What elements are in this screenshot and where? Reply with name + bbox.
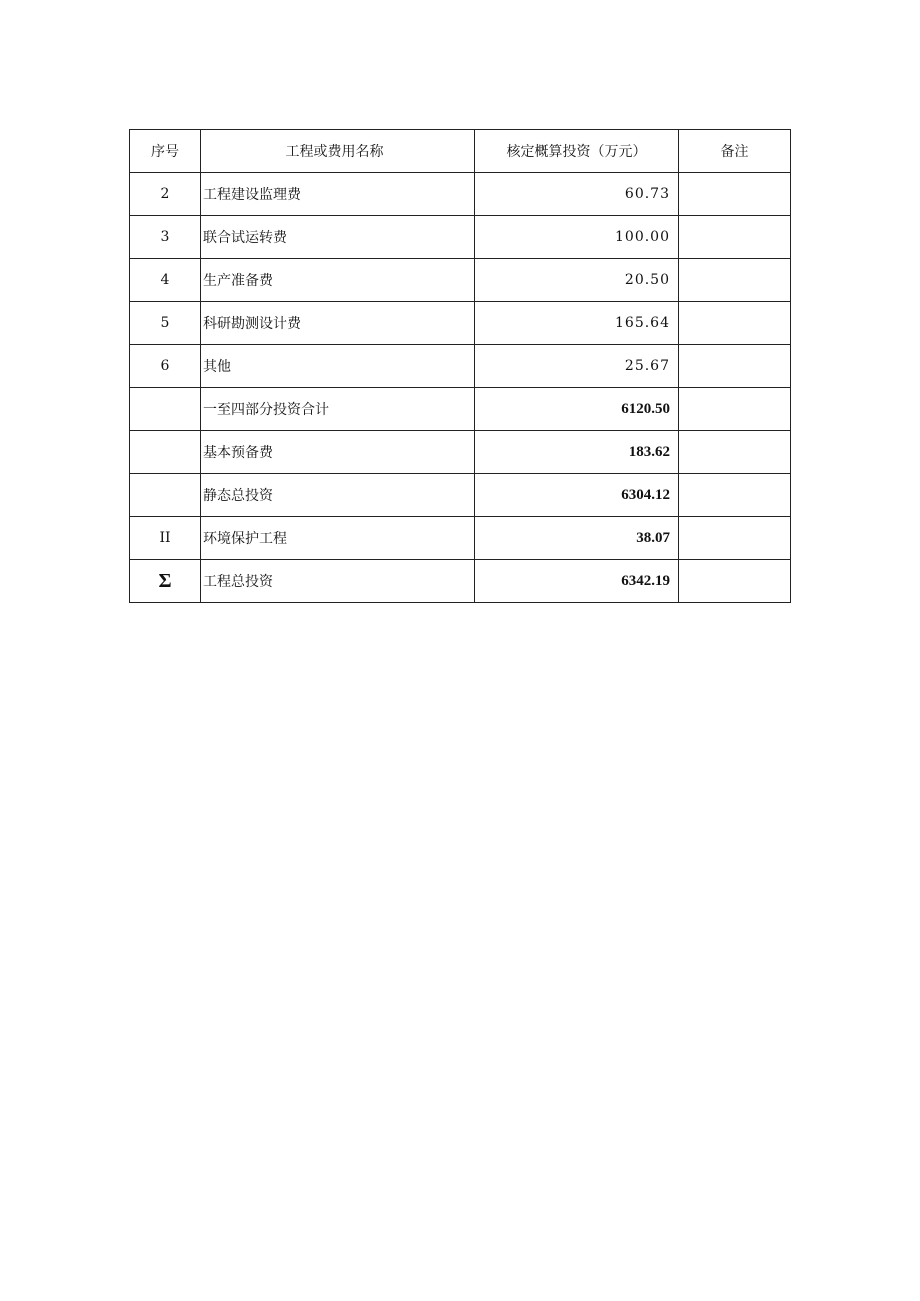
row-remark xyxy=(679,388,791,431)
row-remark xyxy=(679,259,791,302)
table-header-row xyxy=(130,130,791,173)
row-name: 工程总投资 xyxy=(201,560,475,603)
table-row xyxy=(130,345,791,388)
row-remark xyxy=(679,474,791,517)
row-name: 静态总投资 xyxy=(201,474,475,517)
table-row xyxy=(130,302,791,345)
row-no: II xyxy=(130,517,201,560)
table-row xyxy=(130,431,791,474)
row-no xyxy=(130,474,201,517)
row-amount: 20.50 xyxy=(475,259,679,302)
table-row xyxy=(130,173,791,216)
table-row xyxy=(130,216,791,259)
header-name: 工程或费用名称 xyxy=(201,130,475,173)
row-remark xyxy=(679,345,791,388)
row-amount: 60.73 xyxy=(475,173,679,216)
row-no: 4 xyxy=(130,259,201,302)
row-no: 5 xyxy=(130,302,201,345)
table-row xyxy=(130,388,791,431)
investment-table xyxy=(129,129,791,603)
table-row xyxy=(130,259,791,302)
row-no xyxy=(130,388,201,431)
row-name: 一至四部分投资合计 xyxy=(201,388,475,431)
row-name: 科研勘测设计费 xyxy=(201,302,475,345)
header-remark: 备注 xyxy=(679,130,791,173)
row-no: 6 xyxy=(130,345,201,388)
row-no: 2 xyxy=(130,173,201,216)
sigma-symbol: Σ xyxy=(130,560,201,603)
row-name: 联合试运转费 xyxy=(201,216,475,259)
row-amount: 6120.50 xyxy=(475,388,679,431)
table-row xyxy=(130,517,791,560)
row-remark xyxy=(679,216,791,259)
row-no xyxy=(130,431,201,474)
table-row xyxy=(130,474,791,517)
row-name: 环境保护工程 xyxy=(201,517,475,560)
row-remark xyxy=(679,173,791,216)
row-amount: 25.67 xyxy=(475,345,679,388)
row-amount: 100.00 xyxy=(475,216,679,259)
row-amount: 165.64 xyxy=(475,302,679,345)
row-amount: 183.62 xyxy=(475,431,679,474)
header-amount: 核定概算投资（万元） xyxy=(475,130,679,173)
row-amount: 6304.12 xyxy=(475,474,679,517)
row-name: 工程建设监理费 xyxy=(201,173,475,216)
row-amount: 6342.19 xyxy=(475,560,679,603)
row-remark xyxy=(679,560,791,603)
row-remark xyxy=(679,302,791,345)
row-name: 基本预备费 xyxy=(201,431,475,474)
row-no: 3 xyxy=(130,216,201,259)
row-name: 生产准备费 xyxy=(201,259,475,302)
row-remark xyxy=(679,517,791,560)
row-remark xyxy=(679,431,791,474)
header-no: 序号 xyxy=(130,130,201,173)
table-row xyxy=(130,560,791,603)
row-amount: 38.07 xyxy=(475,517,679,560)
row-name: 其他 xyxy=(201,345,475,388)
